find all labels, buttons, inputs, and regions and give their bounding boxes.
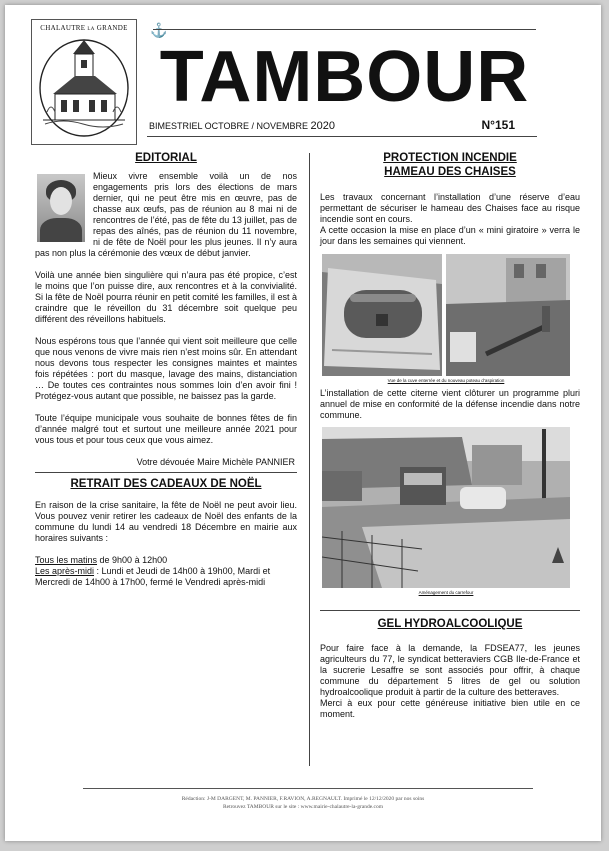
- logo-text-right: GRANDE: [96, 24, 128, 32]
- editorial-signature: Votre dévouée Maire Michèle PANNIER: [136, 457, 295, 467]
- editorial-paragraph-2: Voilà une année bien singulière qui n’aura pas été propice, c’est le moins que l’on puisse dire, aux rencontres et à la convivialité. Si la fête de Noël pourra réunir en petit comité les familles, il est à craindre que le réveillon du 31 décembre soit quelque peu différent des réveillons habituels.: [35, 270, 297, 324]
- logo-text-small: LA: [87, 27, 95, 32]
- morning-label: Tous les matins: [35, 555, 98, 565]
- morning-text: de 9h00 à 12h00: [97, 555, 168, 565]
- section-divider-right: [320, 610, 580, 611]
- left-column: [35, 151, 297, 588]
- afternoon-text: : Lundi et Jeudi de 14h00 à 19h00, Mardi et Mercredi de 14h00 à 17h00, fermé le Vendredi après-midi: [35, 566, 271, 587]
- village-logo: [31, 19, 137, 145]
- footer-rule: [83, 788, 533, 789]
- issue-year: 2020: [310, 120, 336, 132]
- logo-text-left: CHALAUTRE: [40, 24, 86, 32]
- aspiration-post-photo-icon: [446, 254, 570, 376]
- gel-para-1: Pour faire face à la demande, la FDSEA77, les jeunes agriculteurs du 77, le syndicat betteraviers CGB Ile-de-France et la sucrerie Lesaffre se sont associés pour offrir, à chaque commune du département 5 litres de gel ou solution hydroalcoolique produit à partir de la culture des betteraves.: [320, 643, 580, 697]
- footer-website: Retrouvez TAMBOUR sur le site : www.mairie-chalautre-la-grande.com: [222, 804, 384, 810]
- top-rule: [153, 29, 536, 30]
- issue-line: [147, 118, 537, 137]
- issue-number: N°151: [481, 118, 515, 132]
- church-drawing-icon: [33, 32, 135, 142]
- protection-heading-line2: HAMEAU DES CHAISES: [384, 166, 516, 178]
- editorial-heading: EDITORIAL: [135, 152, 197, 164]
- photo-row-tank: [320, 254, 580, 388]
- photo-crossroads: [322, 427, 570, 588]
- photo-aspiration-post: [446, 254, 570, 376]
- retrait-morning: [35, 555, 297, 566]
- protection-para-3: L’installation de cette citerne vient clôturer un programme pluri annuel de mise en conformité de la défense incendie dans notre commune.: [320, 388, 580, 420]
- retrait-intro: En raison de la crise sanitaire, la fête de Noël ne peut avoir lieu. Vous pouvez venir retirer les cadeaux de Noël des enfants de la commune du lundi 14 au vendredi 18 Décembre en mairie aux horaires suivants :: [35, 500, 297, 543]
- crossroads-photo-icon: [322, 427, 570, 588]
- section-divider: [35, 472, 297, 473]
- masthead-title: TAMBOUR: [159, 37, 530, 117]
- photo-buried-tank: [322, 254, 442, 376]
- gel-heading: GEL HYDROALCOOLIQUE: [377, 618, 523, 630]
- tank-photo-icon: [322, 254, 442, 376]
- column-separator: [309, 153, 310, 766]
- protection-para-1: Les travaux concernant l’installation d’une réserve d’eau permettant de sécuriser le hameau des Chaises face au risque incendie sont en cours.: [320, 192, 580, 224]
- anchor-icon: ⚓: [150, 22, 168, 38]
- retrait-heading: RETRAIT DES CADEAUX DE NOËL: [70, 478, 262, 490]
- mayor-portrait: [37, 174, 85, 242]
- gel-para-2: Merci à eux pour cette généreuse initiative bien utile en ce moment.: [320, 698, 580, 719]
- protection-para-2: A cette occasion la mise en place d’un « mini giratoire » verra le jour dans les semaines qui viennent.: [320, 225, 580, 246]
- caption-tank: Vue de la cuve enterrée et du nouveau poteau d’aspiration: [387, 378, 505, 383]
- retrait-afternoon: [35, 566, 297, 588]
- editorial-paragraph-3: Nous espérons tous que l’année qui vient soit meilleure que celle que nous venons de vivre mais rien n’est moins sûr. En attendant nous devons tous respecter les consignes maintes et maintes fois répétées : port du masque, lavage des mains, distanciation … De toutes ces contraintes nous sommes loin d’en avoir fini ! Protégez-vous autant que possible, ne baissez pas la garde.: [35, 336, 297, 401]
- editorial-paragraph-1: Mieux vivre ensemble voilà un de nos engagements pris lors des élections de mars dernier, qui ne peut être mis en œuvre, pas de chasse aux œufs, pas de réunion au 8 mai ni de rencontres de l’été, pas de fête du 13 juillet, pas de repas des aînés, pas de réunion du 11 novembre, ni de fête de Noël pour les plus jeunes. Il n’y aura pas non plus la cérémonie des vœux de début janvier.: [35, 171, 297, 258]
- protection-heading-line1: PROTECTION INCENDIE: [383, 152, 517, 164]
- right-column: [320, 151, 580, 720]
- issue-periodicity: [149, 120, 335, 132]
- editorial-paragraph-4: Toute l’équipe municipale vous souhaite de bonnes fêtes de fin d’année malgré tout et surtout une meilleure année 2021 pour vous tous et pour tous ceux que vous aimez.: [35, 413, 297, 445]
- logo-text: [32, 24, 136, 32]
- footer-credits: Rédaction: J-M DARGENT, M. PANNIER, F.RAVION, A.REGNAULT. Imprimé le 12/12/2020 par nos soins: [181, 796, 425, 802]
- newsletter-page: [5, 5, 601, 841]
- caption-crossroads: Aménagement du carrefour: [418, 590, 474, 595]
- issue-period-text: BIMESTRIEL OCTOBRE / NOVEMBRE: [149, 121, 309, 131]
- afternoon-label: Les après-midi: [35, 566, 95, 576]
